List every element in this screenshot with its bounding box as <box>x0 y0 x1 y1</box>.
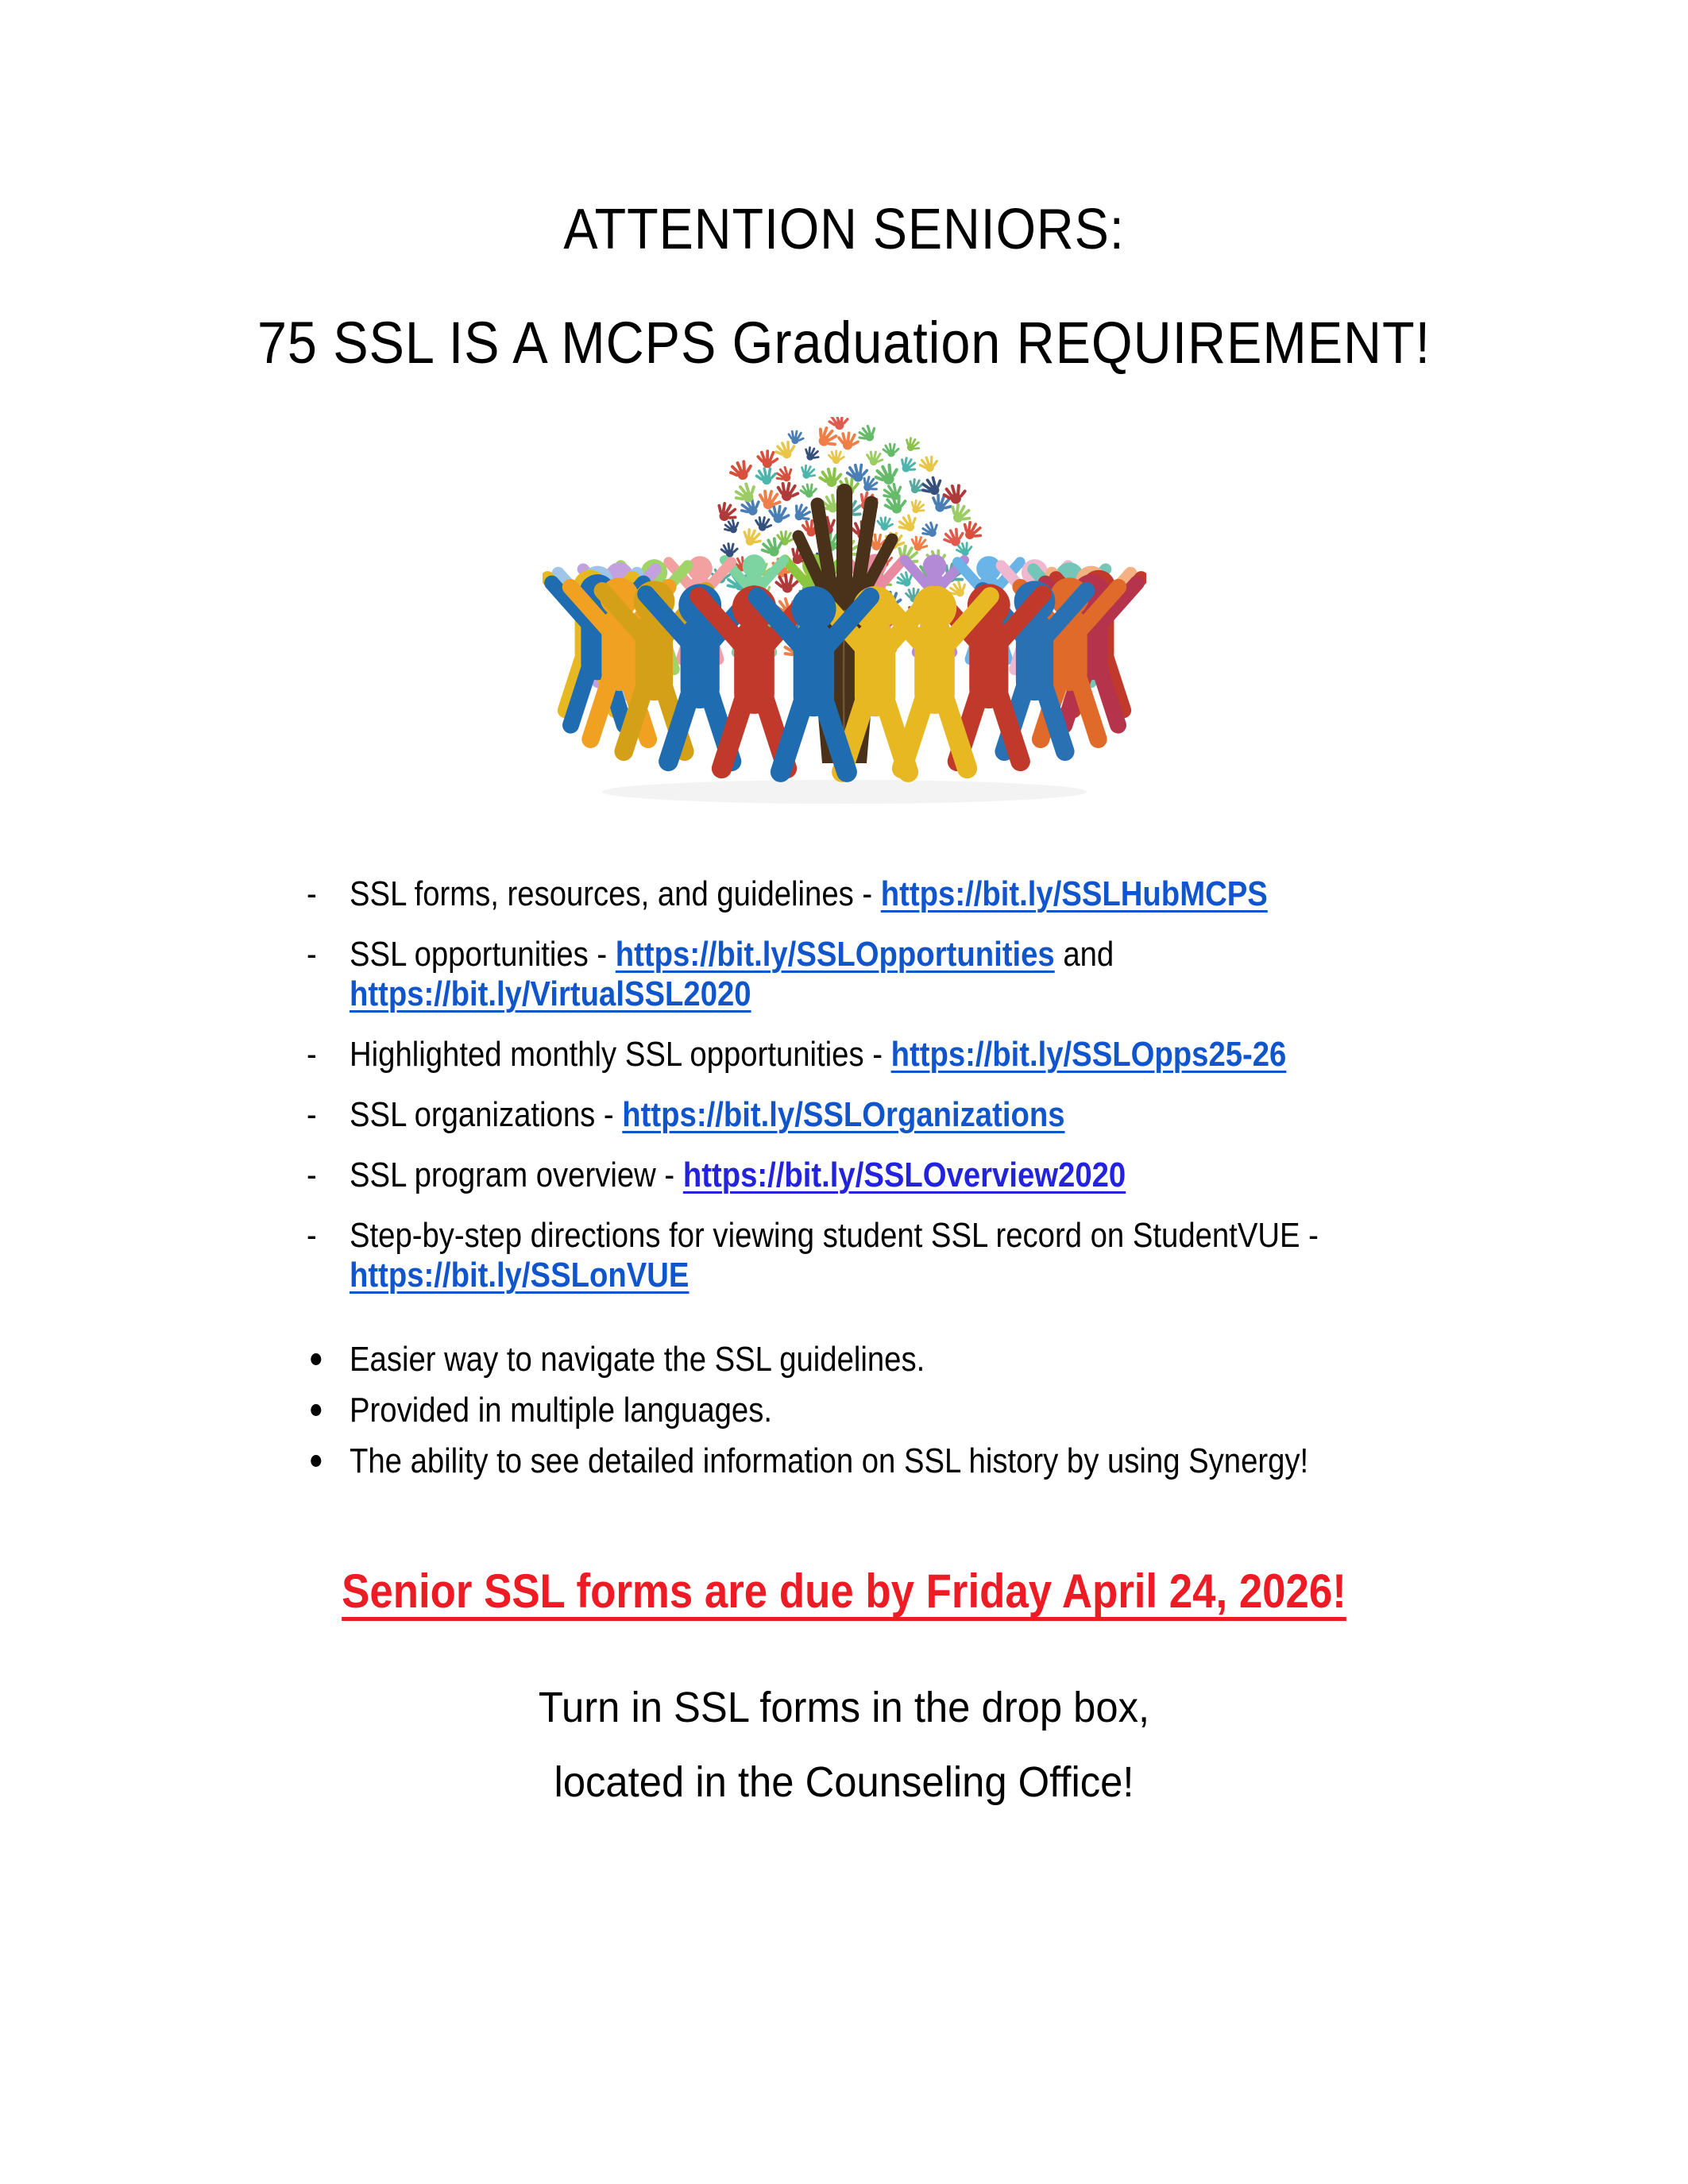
page-title: ATTENTION SENIORS: <box>563 198 1125 261</box>
benefit-item: The ability to see detailed information on SSL history by using Synergy! <box>350 1441 1514 1481</box>
benefits-list <box>350 1340 1688 1481</box>
list-item-text: Highlighted monthly SSL opportunities - <box>350 1035 891 1074</box>
list-item <box>350 1035 1514 1075</box>
community-tree-image <box>543 417 1146 830</box>
list-item <box>350 1216 1514 1295</box>
link-ssl-hub[interactable]: https://bit.ly/SSLHubMCPS <box>880 874 1268 913</box>
link-ssl-overview[interactable]: https://bit.ly/SSLOverview2020 <box>682 1156 1126 1194</box>
list-item <box>350 935 1514 1014</box>
link-virtual-ssl[interactable]: https://bit.ly/VirtualSSL2020 <box>350 974 751 1013</box>
list-item-text: SSL organizations - <box>350 1095 623 1134</box>
list-item <box>350 1156 1514 1195</box>
link-ssl-opportunities[interactable]: https://bit.ly/SSLOpportunities <box>615 935 1055 974</box>
benefit-item: Provided in multiple languages. <box>350 1391 1514 1430</box>
link-ssl-organizations[interactable]: https://bit.ly/SSLOrganizations <box>622 1095 1065 1134</box>
list-item <box>350 1095 1514 1135</box>
ssl-links-list <box>350 874 1688 1295</box>
link-ssl-on-vue[interactable]: https://bit.ly/SSLonVUE <box>350 1256 689 1295</box>
benefit-item: Easier way to navigate the SSL guidelines. <box>350 1340 1514 1379</box>
deadline-banner: Senior SSL forms are due by Friday April 24, 2026! <box>342 1565 1346 1618</box>
list-item <box>350 874 1514 914</box>
closing-line-2: located in the Counseling Office! <box>554 1758 1134 1807</box>
list-item-text: Step-by-step directions for viewing student SSL record on StudentVUE - <box>350 1216 1319 1255</box>
list-item-text: SSL forms, resources, and guidelines - <box>350 874 881 913</box>
closing-line-1: Turn in SSL forms in the drop box, <box>538 1684 1150 1731</box>
page-subtitle: 75 SSL IS A MCPS Graduation REQUIREMENT! <box>257 310 1431 376</box>
list-item-text: SSL program overview - <box>350 1156 683 1194</box>
list-item-text: and <box>1054 935 1114 974</box>
link-ssl-opps-monthly[interactable]: https://bit.ly/SSLOpps25-26 <box>890 1035 1287 1074</box>
list-item-text: SSL opportunities - <box>350 935 616 974</box>
ground-shadow <box>602 780 1087 804</box>
